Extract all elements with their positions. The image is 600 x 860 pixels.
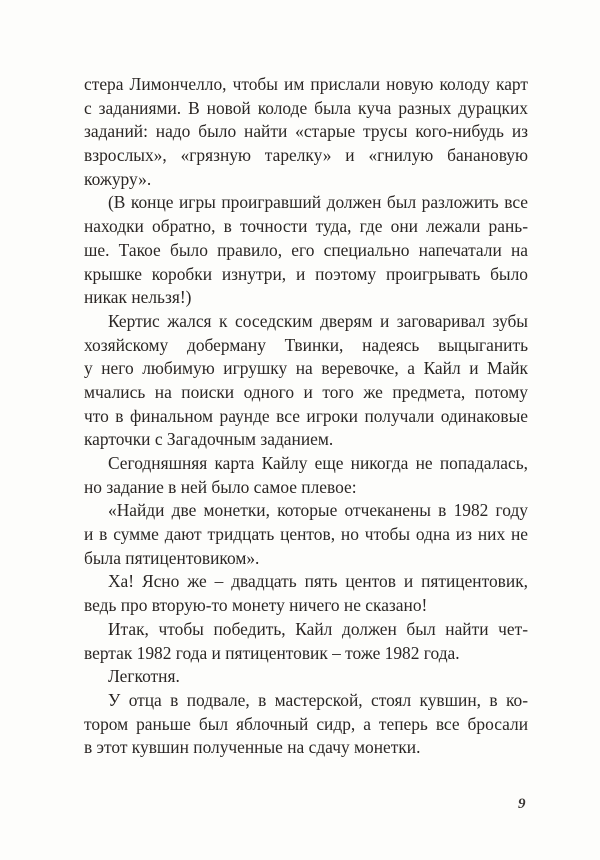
text-line: Итак, чтобы победить, Кайл должен был найти чет-: [108, 618, 528, 639]
text-line: карточки с Загадочным заданием.: [84, 429, 334, 450]
text-line: Ха! Ясно же – двадцать пять центов и пятицентовик,: [108, 571, 528, 592]
text-line: никак нельзя!): [84, 287, 192, 308]
text-line: У отца в подвале, в мастерской, стоял кувшин, в ко-: [108, 689, 528, 710]
text-line: с заданиями. В новой колоде была куча разных дурацких: [84, 97, 528, 118]
text-line: Сегодняшняя карта Кайлу еще никогда не попадалась,: [108, 453, 528, 473]
text-line: хозяйскому доберману Твинки, надеясь выцыганить: [84, 334, 528, 355]
text-line: Кертис жался к соседским дверям и заговаривал зубы: [108, 310, 528, 331]
text-line: мчались на поиски одного и того же предмета, потому: [84, 381, 528, 402]
text-line: (В конце игры проигравший должен был разложить все: [108, 192, 528, 213]
text-line: ведь про вторую-то монету ничего не сказано!: [84, 595, 428, 616]
text-line: что в финальном раунде все игроки получали одинаковые: [84, 405, 528, 426]
text-line: взрослых», «грязную тарелку» и «гнилую банановую: [84, 145, 528, 166]
text-line: и в сумме дают тридцать центов, но чтобы одна из них не: [84, 524, 528, 545]
text-line: крышке коробки изнутри, и поэтому проигрывать было: [84, 263, 528, 284]
page-number: 9: [518, 796, 526, 812]
text-line: ше. Такое было правило, его специально напечатали на: [84, 239, 528, 260]
body-text: [84, 73, 528, 760]
text-line: стера Лимончелло, чтобы им прислали новую колоду карт: [84, 74, 528, 94]
text-line: была пятицентовиком».: [84, 547, 260, 568]
text-line: Легкотня.: [108, 666, 180, 687]
text-line: тором раньше был яблочный сидр, а теперь все бросали: [84, 713, 528, 734]
text-line: но задание в ней было самое плевое:: [84, 476, 357, 497]
text-line: находки обратно, в точности туда, где они лежали рань-: [84, 216, 528, 237]
text-line: «Найди две монетки, которые отчеканены в 1982 году: [108, 500, 528, 521]
text-line: кожуру».: [84, 168, 152, 189]
text-line: вертак 1982 года и пятицентовик – тоже 1982 года.: [84, 642, 460, 663]
text-line: заданий: надо было найти «старые трусы кого-нибудь из: [84, 121, 528, 142]
text-line: у него любимую игрушку на веревочке, а Кайл и Майк: [84, 358, 528, 379]
text-line: в этот кувшин полученные на сдачу монетки.: [84, 737, 421, 758]
